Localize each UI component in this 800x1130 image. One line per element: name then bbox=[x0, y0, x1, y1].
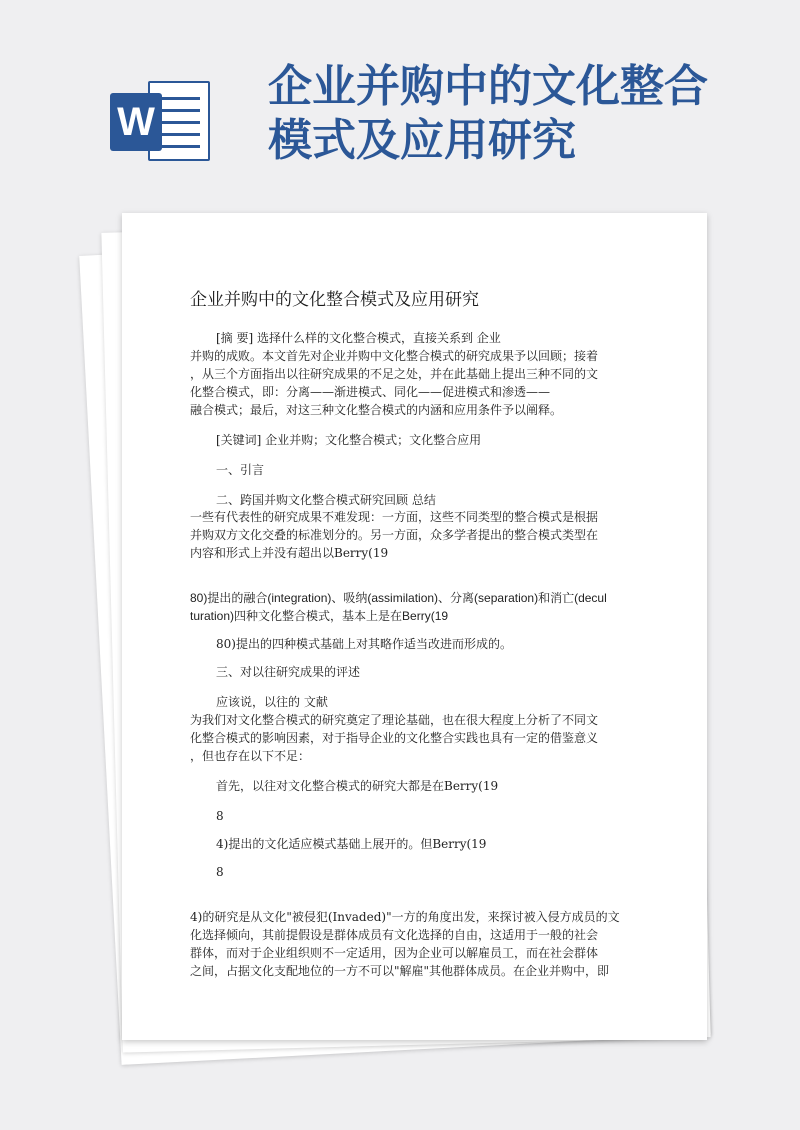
banner-title bbox=[268, 60, 768, 168]
body-line: 应该说，以往的 文献 bbox=[216, 695, 328, 709]
section-heading-intro: 一、引言 bbox=[216, 463, 265, 477]
section-heading-critique: 三、对以往研究成果的评述 bbox=[216, 665, 361, 679]
body-line: 化选择倾向，其前提假设是群体成员有文化选择的自由，这适用于一般的社会 bbox=[190, 928, 599, 942]
body-line: 并购双方文化交叠的标准划分的。另一方面，众多学者提出的整合模式类型在 bbox=[190, 528, 599, 542]
abstract-line: 融合模式；最后，对这三种文化整合模式的内涵和应用条件予以阐释。 bbox=[190, 403, 563, 417]
banner-title-line-2: 模式及应用研究 bbox=[268, 115, 576, 166]
body-line: 化整合模式的影响因素，对于指导企业的文化整合实践也具有一定的借鉴意义 bbox=[190, 731, 599, 745]
word-document-icon bbox=[110, 75, 215, 167]
abstract-line: 化整合模式，即：分离——渐进模式、同化——促进模式和渗透—— bbox=[190, 385, 551, 399]
document-title: 企业并购中的文化整合模式及应用研究 bbox=[190, 290, 479, 310]
body-line: 4)提出的文化适应模式基础上展开的。但Berry(19 bbox=[216, 837, 487, 851]
body-line: 8 bbox=[216, 809, 224, 823]
abstract-line: [摘 要] 选择什么样的文化整合模式，直接关系到 企业 bbox=[216, 331, 501, 345]
body-line: 内容和形式上并没有超出以Berry(19 bbox=[190, 546, 389, 560]
body-line: 80)提出的四种模式基础上对其略作适当改进而形成的。 bbox=[216, 637, 512, 651]
body-line: 一些有代表性的研究成果不难发现：一方面，这些不同类型的整合模式是根据 bbox=[190, 510, 599, 524]
body-line: 4)的研究是从文化"被侵犯(Invaded)"一方的角度出发，来探讨被入侵方成员的文 bbox=[190, 910, 620, 924]
body-line: 之间，占据文化支配地位的一方不可以"解雇"其他群体成员。在企业并购中，即 bbox=[190, 964, 610, 978]
body-line: ，但也存在以下不足： bbox=[190, 749, 311, 763]
abstract-line: 并购的成败。本文首先对企业并购中文化整合模式的研究成果予以回顾；接着 bbox=[190, 349, 599, 363]
body-line: 8 bbox=[216, 865, 224, 879]
body-line: 群体，而对于企业组织则不一定适用，因为企业可以解雇员工，而在社会群体 bbox=[190, 946, 599, 960]
document-page bbox=[122, 213, 707, 1040]
section-heading-review: 二、跨国并购文化整合模式研究回顾 总结 bbox=[216, 493, 436, 507]
abstract-line: ，从三个方面指出以往研究成果的不足之处，并在此基础上提出三种不同的文 bbox=[190, 367, 599, 381]
keywords-line: [关键词] 企业并购；文化整合模式；文化整合应用 bbox=[216, 433, 482, 447]
body-line: turation)四种文化整合模式，基本上是在Berry(19 bbox=[190, 609, 449, 623]
body-line: 80)提出的融合(integration)、吸纳(assimilation)、分离(separation)和消亡(decul bbox=[190, 591, 607, 605]
word-logo-badge: W bbox=[110, 93, 162, 151]
body-line: 首先，以往对文化整合模式的研究大都是在Berry(19 bbox=[216, 779, 499, 793]
banner-title-line-1: 企业并购中的文化整合 bbox=[268, 61, 708, 112]
body-line: 为我们对文化整合模式的研究奠定了理论基础，也在很大程度上分析了不同文 bbox=[190, 713, 599, 727]
